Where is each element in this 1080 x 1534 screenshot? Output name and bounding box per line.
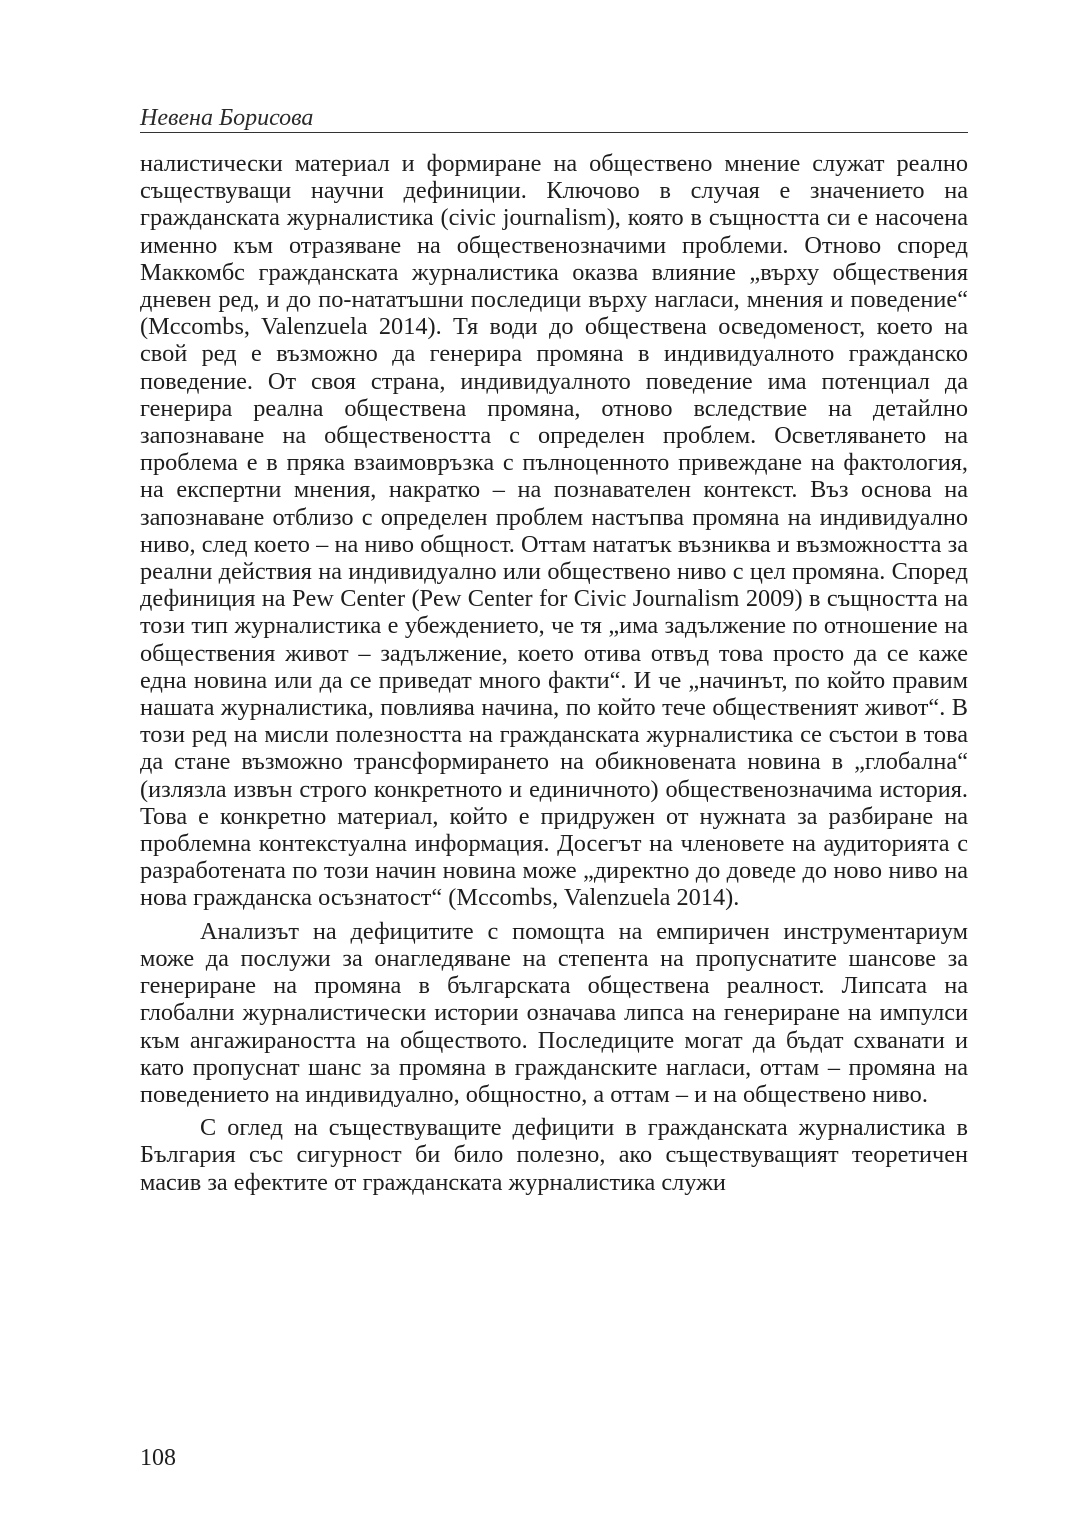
paragraph-2: Анализът на дефицитите с помощта на емпиричен инструментариум може да послужи за онагледяване на степента на пропуснатите шансове за генериране на промяна в българската обществена реалност. Липсата на глобални журналистически истории означава липса на генериране на импулси към ангажираността на обществото. Последиците могат да бъдат схванати и като пропуснат шанс за промяна в гражданските нагласи, оттам – промяна на поведението на индивидуално, общностно, а оттам – и на обществено ниво. bbox=[140, 917, 968, 1108]
page-number: 108 bbox=[140, 1445, 176, 1471]
paragraph-1: налистически материал и формиране на обществено мнение служат реално съществуващи научни дефиниции. Ключово в случая е значението на гражданската журналистика (civic journalism), която в същността си е насочена именно към отразяване на общественозначими проблеми. Отново според Маккомбс гражданската журналистика оказва влияние „върху обществения дневен ред, и до по-нататъшни последици върху нагласи, мнения и поведение“ (Mccombs, Valenzuela 2014). Тя води до обществена осведоменост, което на свой ред е възможно да генерира промяна в индивидуалното гражданско поведение. От своя страна, индивидуалното поведение има потенциал да генерира реална обществена промяна, отново вследствие на детайлно запознаване на обществеността с определен проблем. Осветляването на проблема е в пряка взаимовръзка с пълноценното привеждане на фактология, на експертни мнения, накратко – на познавателен контекст. Въз основа на запознаване отблизо с определен проблем настъпва промяна на индивидуално ниво, след което – на ниво общност. Оттам нататък възниква и възможността за реални действия на индивидуално или обществено ниво с цел промяна. Според дефиниция на Pew Center (Pew Center for Civic Journalism 2009) в същността на този тип журналистика е убеждението, че тя „има задължение по отношение на обществения живот – задължение, което отива отвъд това просто да се каже една новина или да се приведат много факти“. И че „начинът, по който правим нашата журналистика, повлиява начина, по който тече общественият живот“. В този ред на мисли полезността на гражданската журналистика се състои в това да стане възможно трансформирането на обикновената новина в „глобална“ (излязла извън строго конкретното и единичното) общественозначима история. Това е конкретно материал, който е придружен от нужната за разбиране на проблемна контекстуална информация. Досегът на членовете на аудиторията с разработената по този начин новина може „директно до доведе до ново ниво на нова гражданска осъзнатост“ (Mccombs, Valenzuela 2014). bbox=[140, 150, 968, 912]
author-name: Невена Борисова bbox=[140, 105, 314, 131]
paragraph-3: С оглед на съществуващите дефицити в гражданската журналистика в България със сигурност би било полезно, ако съществуващият теоретичен масив за ефектите от гражданската журналистика служи bbox=[140, 1114, 968, 1196]
article-body bbox=[140, 150, 968, 1196]
running-head bbox=[140, 104, 968, 133]
